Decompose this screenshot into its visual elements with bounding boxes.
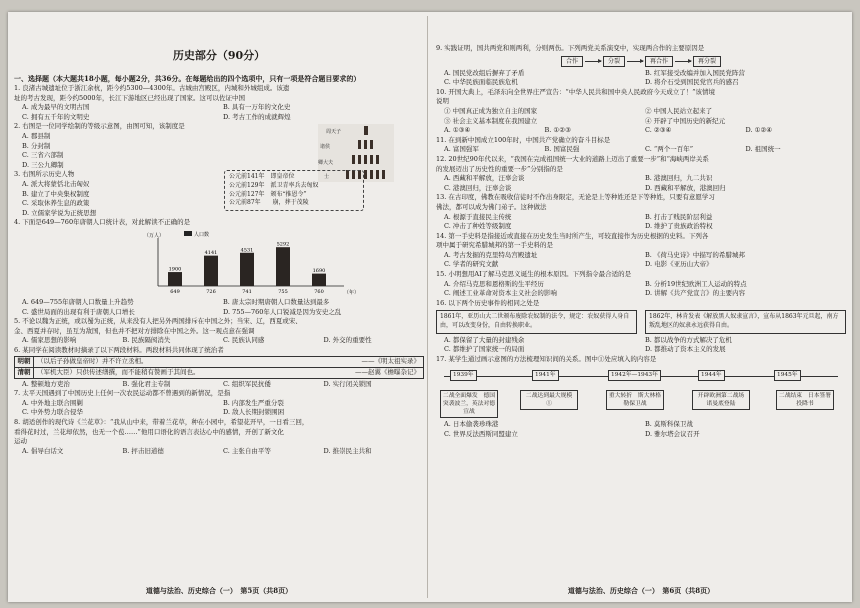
page-footer: 道德与法治、历史综合（一） 第6页（共8页） bbox=[567, 586, 715, 596]
q3-option-c: C. 采取休养生息的政策 bbox=[22, 199, 90, 208]
timeline-event: 开辟欧洲第二战场 诺曼底登陆 bbox=[692, 390, 750, 410]
bar-741 bbox=[240, 253, 254, 286]
q3-option-a: A. 派大将蒙恬北击匈奴 bbox=[22, 179, 90, 188]
q11-option-b: B. 国富民强 bbox=[544, 145, 580, 154]
timeline-year: 1944年 bbox=[698, 370, 725, 381]
q6-option-c: C. 组织军民抗倭 bbox=[223, 379, 271, 388]
q10-option-d: D. ①②④ bbox=[745, 126, 773, 135]
question-3 bbox=[14, 170, 424, 218]
material-text: （军机大臣）只供传述缮撰，而不能稍有赞画于其间也。 bbox=[37, 368, 200, 377]
flow-stage: 分裂 bbox=[603, 56, 625, 67]
q1-option-a: A. 成为最早的文明古国 bbox=[22, 103, 90, 112]
q14-stem: 14. 第一手史料是指接近或直接在历史发生当时所产生，可较直接作为历史根据的史料。下列各 bbox=[436, 231, 709, 240]
page-divider bbox=[427, 16, 428, 598]
q8-stem-3: 运动 bbox=[14, 437, 27, 446]
q17-option-c: C. 世界反法西斯同盟建立 bbox=[444, 430, 518, 438]
q14-option-d: D. 电影《亚历山大帝》 bbox=[645, 260, 713, 269]
q9-option-a: A. 国民党改组后摒弃了矛盾 bbox=[444, 68, 525, 77]
q6-stem: 6. 某同学在阅读教材时摘录了以下两段材料。两段材料共同体现了统治者 bbox=[14, 345, 224, 354]
flow-stage: 再分裂 bbox=[693, 56, 721, 67]
q11-option-a: A. 富国强军 bbox=[444, 145, 479, 154]
q17-option-b: B. 莫斯科保卫战 bbox=[645, 420, 693, 429]
q7-option-b: B. 内部发生严重分裂 bbox=[223, 398, 284, 407]
question-10 bbox=[436, 88, 846, 136]
q4-stem: 4. 下面是649—760年唐朝人口统计表，对此解读不正确的是 bbox=[14, 218, 191, 227]
q14-option-c: C. 学者的研究文献 bbox=[444, 260, 499, 269]
q13-option-c: C. 冲击了种姓等级制度 bbox=[444, 222, 512, 231]
q15-option-d: D. 讲解《共产党宣言》的主要内容 bbox=[645, 289, 746, 298]
question-15 bbox=[436, 270, 846, 299]
q4-option-d: D. 755—760年人口锐减是因为安史之乱 bbox=[223, 307, 342, 316]
timeline-year: 1945年 bbox=[774, 370, 801, 381]
q10-statement: ② 中国人民站立起来了 bbox=[645, 106, 713, 115]
question-9 bbox=[436, 44, 846, 88]
tier-label-ministers: 卿大夫 bbox=[318, 160, 334, 167]
bar-760 bbox=[312, 274, 326, 286]
q3-option-b: B. 建立了中央集权制度 bbox=[22, 189, 90, 198]
tier-label-lords: 诸侯 bbox=[320, 144, 331, 151]
q12-option-a: A. 西藏和平解放，汪辜会谈 bbox=[444, 174, 525, 183]
q16-option-d: D. 都推动了资本主义的发展 bbox=[645, 345, 726, 354]
tick-label-755: 755 bbox=[278, 288, 288, 295]
q7-option-c: C. 中外势力联合侵华 bbox=[22, 408, 83, 417]
q11-stem: 11. 在到新中国成立100年时，中国共产党确立的奋斗目标是 bbox=[436, 135, 611, 144]
question-13 bbox=[436, 193, 846, 231]
q15-option-a: A. 介绍马克思和恩格斯的生平经历 bbox=[444, 279, 544, 288]
timeline-event: 二战达到最大规模 ① bbox=[520, 390, 578, 410]
q13-option-a: A. 根源于直接民主传统 bbox=[444, 212, 512, 221]
q14-option-b: B. 《荷马史诗》中描写的希腊城邦 bbox=[645, 250, 745, 259]
question-5 bbox=[14, 317, 424, 346]
question-14 bbox=[436, 232, 846, 270]
q5-option-d: D. 外交的重要性 bbox=[323, 336, 372, 345]
bar-726 bbox=[204, 256, 218, 286]
q7-option-a: A. 中外地主联合围剿 bbox=[22, 398, 83, 407]
q4-option-a: A. 649—755年唐朝人口数量上升趋势 bbox=[22, 297, 134, 306]
timeline-year: 1939年 bbox=[450, 370, 477, 381]
q1-stem: 1. 良渚古城遗址位于浙江余杭，距今约5300—4300年。古城由宫殿区，内城和外城组成。该遗 bbox=[14, 84, 290, 92]
q9-option-d: D. 将介石受到国民党官兵的感召 bbox=[645, 78, 739, 87]
q10-option-b: B. ①②③ bbox=[544, 126, 571, 135]
x-axis-unit: （年） bbox=[344, 289, 360, 296]
left-page bbox=[14, 12, 424, 602]
legend-label: 人口数 bbox=[194, 231, 210, 238]
inset-line: 公元前127年 颁布“推恩令” bbox=[229, 190, 307, 198]
q5-option-b: B. 民族隔阂消失 bbox=[122, 336, 171, 345]
data-label-741: 4531 bbox=[240, 247, 254, 254]
q15-stem: 15. 小明想用AI了解马克思义诞生的根本原因。下列指令最合适的是 bbox=[436, 270, 632, 279]
arrow-icon bbox=[627, 61, 643, 62]
q3-stem: 3. 右图所示历史人物 bbox=[14, 170, 75, 179]
tier-label-shi: 士 bbox=[324, 174, 330, 181]
q8-stem: 8. 胡适创作的现代诗《兰花草》：“我从山中来，带着兰花草，种在小园中，希望花开早，一日看三回， bbox=[14, 418, 309, 427]
q13-stem-2: 佛法，都可以成为佛门弟子。这种做法 bbox=[436, 202, 547, 211]
q3-option-d: D. 立儒家学说为正统思想 bbox=[22, 208, 97, 217]
ww2-timeline bbox=[436, 366, 846, 418]
q13-option-b: B. 打击了贱民阶层利益 bbox=[645, 212, 713, 221]
material-source: ——《明太祖实录》 bbox=[361, 357, 420, 366]
question-16 bbox=[436, 299, 846, 355]
right-page bbox=[436, 12, 846, 602]
q11-option-c: C. “两个一百年” bbox=[645, 145, 694, 154]
material-source: ——赵翼《檐曝杂记》 bbox=[355, 368, 420, 377]
material-text: （以后子孙做皇帝时）并不许立丞相。 bbox=[37, 357, 148, 366]
q3-timeline-inset bbox=[224, 170, 364, 210]
q16-stem: 16. 以下两个历史事件的相同之处是 bbox=[436, 298, 540, 307]
tick-label-760: 760 bbox=[314, 288, 324, 295]
q10-stem: 10. 开国大典上，毛泽东向全世界庄严宣告：“中华人民共和国中央人民政府今天成立了！”该情境 bbox=[436, 87, 716, 96]
q12-option-d: D. 西藏和平解放，港澳回归 bbox=[645, 183, 726, 192]
flow-stage: 合作 bbox=[561, 56, 583, 67]
tick-label-726: 726 bbox=[206, 288, 216, 295]
q10-statement: ④ 开辟了中国历史的新纪元 bbox=[645, 116, 726, 125]
q1-stem-2: 址的考古发现，距今约5000年，长江下游地区已经出现了国家。这可以佐证中国 bbox=[14, 93, 246, 102]
q15-option-c: C. 阐述工业革命对资本主义社会的影响 bbox=[444, 289, 557, 298]
q2-stem: 2. 右图是一位同学绘制的等级示意图，由图可知，该制度是 bbox=[14, 122, 185, 131]
q12-option-b: B. 港澳回归，九二共识 bbox=[645, 174, 713, 183]
q9-option-c: C. 中华民族面临民族危机 bbox=[444, 78, 518, 87]
q16-option-a: A. 都保留了大量的封建残余 bbox=[444, 335, 525, 344]
page-footer: 道德与法治、历史综合（一） 第5页（共8页） bbox=[145, 586, 293, 596]
population-bar-chart bbox=[144, 230, 374, 296]
inset-line: 公元前87年 崩，葬于茂陵 bbox=[229, 199, 309, 207]
population-chart bbox=[14, 230, 424, 296]
timeline-year: 1942年—1943年 bbox=[608, 370, 661, 381]
q5-stem: 5. 不论以魏为正统，或以蜀为正统，从来没有人把另外两国排斥在中国之外；当宋、辽，西夏或宋、 bbox=[14, 317, 302, 326]
q16-option-c: C. 都维护了国家统一的局面 bbox=[444, 345, 525, 354]
timeline-year: 1941年 bbox=[532, 370, 559, 381]
bar-649 bbox=[168, 272, 182, 286]
timeline-event: 重大转折 斯大林格勒保卫战 bbox=[606, 390, 664, 410]
q4-option-c: C. 盛世局面的出现有利于唐朝人口增长 bbox=[22, 307, 135, 316]
tier-label-king: 周天子 bbox=[326, 129, 342, 136]
q1-option-c: C. 拥有五千年的文明史 bbox=[22, 112, 90, 121]
q17-option-d: D. 雅尔塔会议召开 bbox=[645, 430, 700, 438]
q6-material-table bbox=[14, 356, 424, 378]
q8-option-c: C. 主张自由平等 bbox=[223, 446, 271, 455]
q12-stem-2: 的发展迈出了历史性的重要一步”分别指的是 bbox=[436, 164, 563, 173]
dynasty-ming: 明朝 bbox=[15, 357, 34, 367]
tick-label-649: 649 bbox=[170, 288, 180, 295]
q2-option-a: A. 郡县制 bbox=[22, 131, 51, 140]
legend-swatch bbox=[184, 231, 192, 236]
data-label-649: 1900 bbox=[168, 266, 182, 273]
data-label-726: 4141 bbox=[204, 250, 218, 257]
q10-statement: ③ 社会主义基本制度在我国建立 bbox=[444, 116, 538, 125]
q17-option-a: A. 日本偷袭珍珠港 bbox=[444, 420, 499, 429]
question-8 bbox=[14, 418, 424, 456]
q10-statement: ① 中国真正成为独立自主的国家 bbox=[444, 106, 538, 115]
q7-stem: 7. 太平天国遇到了中国历史上任何一次农民运动都不曾遇到的新情况，是指 bbox=[14, 389, 231, 398]
q15-option-b: B. 分析19世纪欧洲工人运动的特点 bbox=[645, 279, 747, 288]
page-title: 历史部分（90分） bbox=[172, 49, 266, 62]
arrow-icon bbox=[675, 61, 691, 62]
q6-option-a: A. 整顿地方吏治 bbox=[22, 379, 70, 388]
q1-option-b: B. 具有一万年的文化史 bbox=[223, 103, 291, 112]
q8-stem-2: 看得花时过，兰花却依然，也无一个苞……”他用口语化的语言表达心中的感情，开创了新文化 bbox=[14, 427, 284, 436]
question-11 bbox=[436, 136, 846, 155]
q9-stem: 9. 实践证明，国共两党和则两利，分则两伤。下列两党关系演变中，实现两合作的主要原因是 bbox=[436, 44, 705, 52]
q8-option-a: A. 倡导白话文 bbox=[22, 446, 64, 455]
q13-stem: 13. 在古印度，佛教在吸收信徒时不作出身限定，无论是上等种姓还是下等种姓，只要有意愿学习 bbox=[436, 193, 715, 202]
question-6 bbox=[14, 346, 424, 389]
question-4 bbox=[14, 218, 424, 317]
q8-option-b: B. 抨击旧道德 bbox=[122, 446, 164, 455]
q6-option-d: D. 实行闭关锁国 bbox=[323, 379, 372, 388]
q1-option-d: D. 考古工作的成就辉煌 bbox=[223, 112, 291, 121]
timeline-event: 二战全面爆发 德国突袭波兰，英法对德宣战 bbox=[440, 390, 498, 418]
question-12 bbox=[436, 155, 846, 193]
q6-option-b: B. 强化君主专制 bbox=[122, 379, 171, 388]
q12-option-c: C. 港澳回归，汪辜会谈 bbox=[444, 183, 512, 192]
inset-line: 公元前129年 派卫青率兵去匈奴 bbox=[229, 181, 319, 189]
q14-stem-2: 项中属于研究希腊城邦的第一手史料的是 bbox=[436, 241, 553, 250]
q16-documents bbox=[436, 310, 846, 333]
q12-stem: 12. 20世纪90年代以来，“我国在完成祖国统一大业的道路上迈出了重要一步”和“海峡两岸关系 bbox=[436, 154, 709, 163]
q16-option-b: B. 都以战争的方式解决了危机 bbox=[645, 335, 732, 344]
q11-option-d: D. 祖国统一 bbox=[745, 145, 781, 154]
q10-option-a: A. ①③④ bbox=[444, 126, 471, 135]
q17-stem: 17. 某学生通过画示意图的方法梳理知识间的关系。图中①处应填入的内容是 bbox=[436, 354, 657, 363]
question-7 bbox=[14, 389, 424, 418]
q7-option-d: D. 敌人长期封锁围困 bbox=[223, 408, 285, 417]
kmt-cpc-relation-flow bbox=[436, 56, 846, 67]
q2-option-d: D. 三公九卿制 bbox=[22, 160, 64, 169]
dynasty-qing: 清朝 bbox=[15, 368, 34, 378]
q5-option-a: A. 儒家思想的影响 bbox=[22, 336, 77, 345]
doc-usa-1862: 1862年，林肯发表《解放黑人奴隶宣言》，宣布从1863年元旦起，南方叛乱地区的奴隶永远获得自由。 bbox=[645, 310, 846, 333]
flow-stage: 再合作 bbox=[645, 56, 673, 67]
timeline-event: 二战结束 日本签署投降书 bbox=[776, 390, 834, 410]
question-17 bbox=[436, 355, 846, 440]
q10-stem-2: 说明 bbox=[436, 97, 449, 106]
tick-label-741: 741 bbox=[242, 288, 252, 295]
q2-option-c: C. 三省六部制 bbox=[22, 151, 64, 160]
bar-755 bbox=[276, 247, 290, 286]
exam-sheet bbox=[8, 12, 852, 602]
q9-option-b: B. 红军接受改编并加入国民党阵营 bbox=[645, 68, 745, 77]
q5-option-c: C. 民族认同感 bbox=[223, 336, 265, 345]
q13-option-d: D. 维护了贵族政治特权 bbox=[645, 222, 713, 231]
data-label-760: 1690 bbox=[312, 268, 326, 275]
inset-line: 公元前141年 即皇帝位 bbox=[229, 173, 295, 181]
q2-option-b: B. 分封制 bbox=[22, 141, 51, 150]
q10-option-c: C. ②③④ bbox=[645, 126, 672, 135]
doc-russia-1861: 1861年，亚历山大二世颁布废除农奴制的法令，规定：农奴获得人身自由，可以改变身份，自由转换职业。 bbox=[436, 310, 637, 333]
data-label-755: 5292 bbox=[276, 241, 290, 248]
arrow-icon bbox=[585, 61, 601, 62]
q14-option-a: A. 考古发掘的克里特岛宫殿遗址 bbox=[444, 250, 538, 259]
q8-option-d: D. 推崇民主共和 bbox=[323, 446, 372, 455]
y-axis-unit: （万人） bbox=[144, 232, 165, 239]
question-1 bbox=[14, 84, 424, 122]
q5-stem-2: 金、西夏并存时，虽互为敌国，但也并不把对方排除在中国之外。这一观点意在强调 bbox=[14, 326, 255, 335]
q4-option-b: B. 唐太宗时期唐朝人口数量达到最多 bbox=[223, 297, 330, 306]
section-heading: 一、选择题（本大题共18小题，每小题2分，共36分。在每题给出的四个选项中，只有一项是符合题目要求的） bbox=[14, 74, 361, 83]
